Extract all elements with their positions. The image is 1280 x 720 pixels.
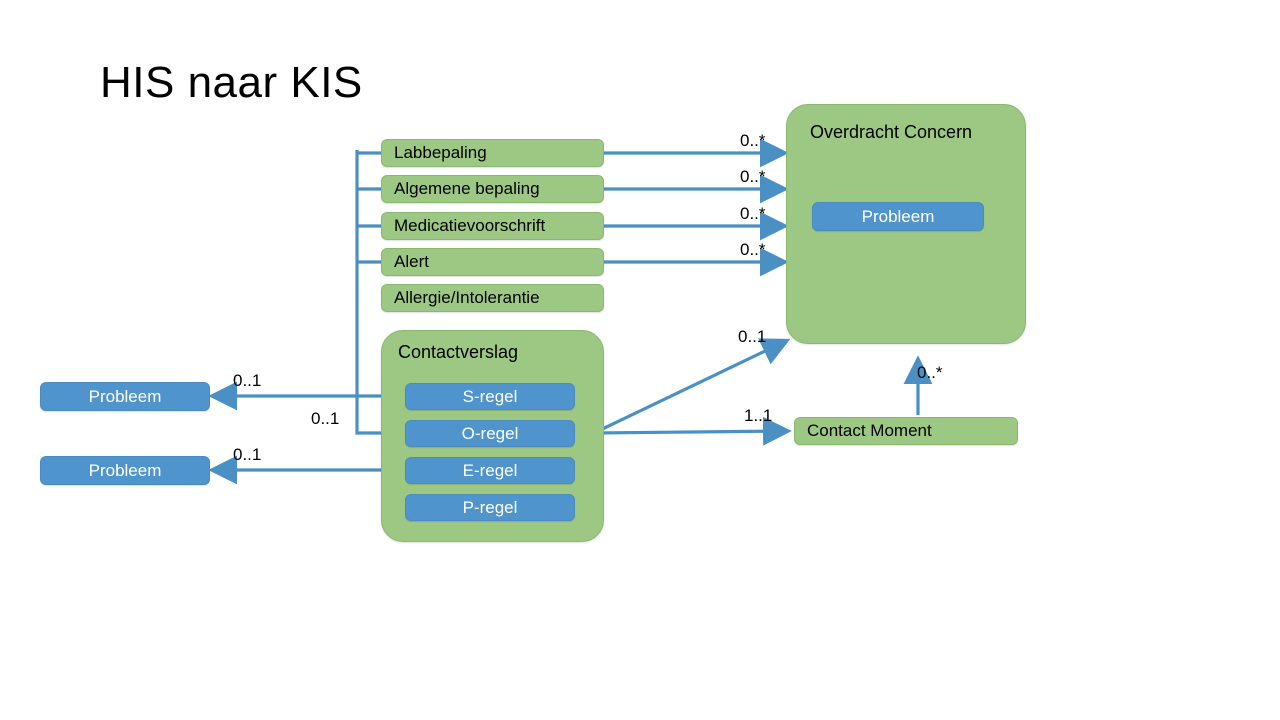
node-contact-moment[interactable] [794,417,1018,445]
node-contact-moment-label: Contact Moment [807,421,932,440]
group-overdracht-concern-label: Overdracht Concern [810,122,973,142]
group-contactverslag-label: Contactverslag [398,342,519,362]
mult-contactmoment-to-concern: 0..* [917,363,943,382]
mult-algemene-to-concern: 0..* [740,167,766,186]
node-algemene-bepaling[interactable] [381,175,604,203]
node-medicatievoorschrift-label: Medicatievoorschrift [394,216,546,235]
node-probleem-concern-label: Probleem [861,206,935,226]
mult-oregel-to-concern: 0..1 [738,327,767,346]
node-allergie-intolerantie[interactable] [381,284,604,312]
mult-sregel-to-probleem: 0..1 [233,371,262,390]
node-probleem-left-top[interactable] [40,382,210,411]
node-p-regel-label: P-regel [462,497,518,517]
node-p-regel[interactable] [405,494,575,521]
node-probleem-left-bottom-label: Probleem [88,460,162,480]
node-e-regel[interactable] [405,457,575,484]
page-title: HIS naar KIS [100,58,363,107]
node-allergie-intolerantie-label: Allergie/Intolerantie [394,288,540,307]
mult-lab-to-concern: 0..* [740,131,766,150]
node-probleem-concern[interactable] [812,202,984,231]
node-e-regel-label: E-regel [462,460,518,480]
node-probleem-left-bottom[interactable] [40,456,210,485]
node-alert[interactable] [381,248,604,276]
mult-eregel-to-probleem: 0..1 [233,445,262,464]
node-o-regel[interactable] [405,420,575,447]
node-labbepaling[interactable] [381,139,604,167]
node-medicatievoorschrift[interactable] [381,212,604,240]
node-o-regel-label: O-regel [461,423,519,443]
node-alert-label: Alert [394,252,429,271]
node-s-regel-label: S-regel [462,386,518,406]
mult-oregel-to-contactmoment: 1..1 [744,406,773,425]
node-labbepaling-label: Labbepaling [394,143,487,162]
mult-alert-to-concern: 0..* [740,240,766,259]
node-algemene-bepaling-label: Algemene bepaling [394,179,540,198]
node-probleem-left-top-label: Probleem [88,386,162,406]
mult-medicatie-to-concern: 0..* [740,204,766,223]
node-s-regel[interactable] [405,383,575,410]
mult-oregel-branch: 0..1 [311,409,340,428]
